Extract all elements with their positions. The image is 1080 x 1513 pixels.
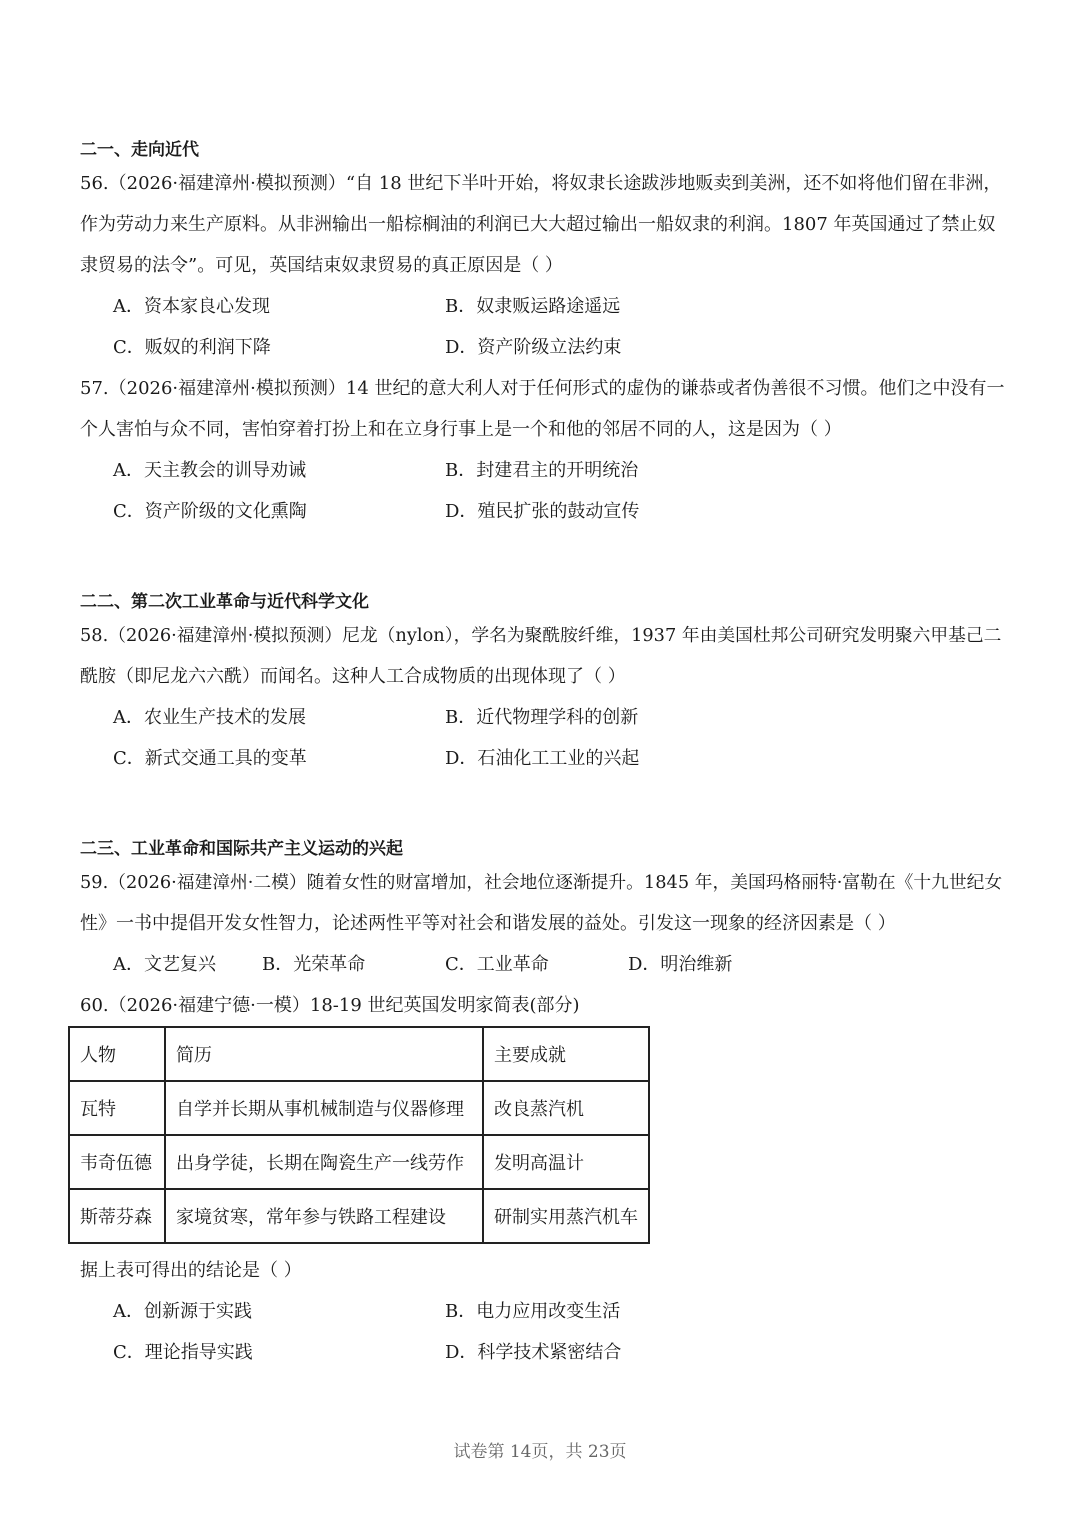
question-57-option-c[interactable]: C．资产阶级的文化熏陶 bbox=[113, 501, 307, 522]
question-59-line-1: 59.（2026·福建漳州·二模）随着女性的财富增加，社会地位逐渐提升。1845 年，美国玛格丽特·富勒在《十九世纪女 bbox=[80, 873, 1003, 893]
question-59-line-2: 性》一书中提倡开发女性智力，论述两性平等对社会和谐发展的益处。引发这一现象的经济因素是（ ） bbox=[80, 913, 896, 934]
question-60-option-d[interactable]: D．科学技术紧密结合 bbox=[445, 1342, 622, 1363]
page-footer: 试卷第 14页，共 23页 bbox=[453, 1442, 627, 1462]
section-heading: 二三、工业革命和国际共产主义运动的兴起 bbox=[80, 839, 403, 859]
question-60-option-b[interactable]: B．电力应用改变生活 bbox=[445, 1301, 621, 1322]
question-58-option-b[interactable]: B．近代物理学科的创新 bbox=[445, 707, 639, 728]
question-57-line-2: 个人害怕与众不同，害怕穿着打扮上和在立身行事上是一个和他的邻居不同的人，这是因为（ ） bbox=[80, 419, 842, 440]
question-59-option-b[interactable]: B．光荣革命 bbox=[262, 954, 366, 975]
question-58-line-2: 酰胺（即尼龙六六酰）而闻名。这种人工合成物质的出现体现了（ ） bbox=[80, 666, 626, 687]
question-56-option-a[interactable]: A．资本家良心发现 bbox=[113, 296, 270, 317]
table-row bbox=[69, 1135, 649, 1189]
table-cell: 研制实用蒸汽机车 bbox=[483, 1189, 649, 1243]
question-57-option-b[interactable]: B．封建君主的开明统治 bbox=[445, 460, 639, 481]
section-heading: 二一、走向近代 bbox=[80, 140, 199, 160]
table-header-cell: 人物 bbox=[69, 1027, 165, 1081]
table-header-cell: 简历 bbox=[165, 1027, 483, 1081]
question-57-option-d[interactable]: D．殖民扩张的鼓动宣传 bbox=[445, 501, 640, 522]
question-57-line-1: 57.（2026·福建漳州·模拟预测）14 世纪的意大利人对于任何形式的虚伪的谦恭或者伪善很不习惯。他们之中没有一 bbox=[80, 378, 1005, 399]
table-cell: 改良蒸汽机 bbox=[483, 1081, 649, 1135]
question-60-stem: 据上表可得出的结论是（ ） bbox=[80, 1260, 302, 1281]
question-57-option-a[interactable]: A．天主教会的训导劝诫 bbox=[113, 460, 306, 481]
section-heading: 二二、第二次工业革命与近代科学文化 bbox=[80, 592, 369, 612]
question-60-option-a[interactable]: A．创新源于实践 bbox=[113, 1301, 252, 1322]
table-cell: 韦奇伍德 bbox=[69, 1135, 165, 1189]
table-cell: 家境贫寒，常年参与铁路工程建设 bbox=[165, 1189, 483, 1243]
question-58-option-c[interactable]: C．新式交通工具的变革 bbox=[113, 748, 307, 769]
question-56-line-1: 56.（2026·福建漳州·模拟预测）“自 18 世纪下半叶开始，将奴隶长途跋涉地贩卖到美洲，还不如将他们留在非洲， bbox=[80, 173, 1002, 194]
question-59-option-a[interactable]: A．文艺复兴 bbox=[113, 954, 216, 975]
question-59-option-d[interactable]: D．明治维新 bbox=[628, 954, 733, 975]
question-56-line-2: 作为劳动力来生产原料。从非洲输出一船棕榈油的利润已大大超过输出一船奴隶的利润。1807 年英国通过了禁止奴 bbox=[80, 214, 996, 235]
table-cell: 斯蒂芬森 bbox=[69, 1189, 165, 1243]
table-cell: 发明高温计 bbox=[483, 1135, 649, 1189]
question-56-option-c[interactable]: C．贩奴的利润下降 bbox=[113, 337, 271, 358]
question-58-line-1: 58.（2026·福建漳州·模拟预测）尼龙（nylon），学名为聚酰胺纤维，1937 年由美国杜邦公司研究发明聚六甲基己二 bbox=[80, 626, 1002, 646]
table-cell: 自学并长期从事机械制造与仪器修理 bbox=[165, 1081, 483, 1135]
table-cell: 出身学徒，长期在陶瓷生产一线劳作 bbox=[165, 1135, 483, 1189]
table-row bbox=[69, 1189, 649, 1243]
question-56-line-3: 隶贸易的法令”。可见，英国结束奴隶贸易的真正原因是（ ） bbox=[80, 255, 563, 276]
inventor-table bbox=[68, 1026, 650, 1244]
question-58-option-a[interactable]: A．农业生产技术的发展 bbox=[113, 707, 306, 728]
question-59-option-c[interactable]: C．工业革命 bbox=[445, 954, 549, 975]
question-60-intro: 60.（2026·福建宁德·一模）18-19 世纪英国发明家简表(部分) bbox=[80, 995, 580, 1016]
question-60-option-c[interactable]: C．理论指导实践 bbox=[113, 1342, 253, 1363]
table-header-row bbox=[69, 1027, 649, 1081]
question-56-option-d[interactable]: D．资产阶级立法约束 bbox=[445, 337, 622, 358]
table-cell: 瓦特 bbox=[69, 1081, 165, 1135]
question-58-option-d[interactable]: D．石油化工工业的兴起 bbox=[445, 748, 640, 769]
table-header-cell: 主要成就 bbox=[483, 1027, 649, 1081]
table-row bbox=[69, 1081, 649, 1135]
question-56-option-b[interactable]: B．奴隶贩运路途遥远 bbox=[445, 296, 621, 317]
